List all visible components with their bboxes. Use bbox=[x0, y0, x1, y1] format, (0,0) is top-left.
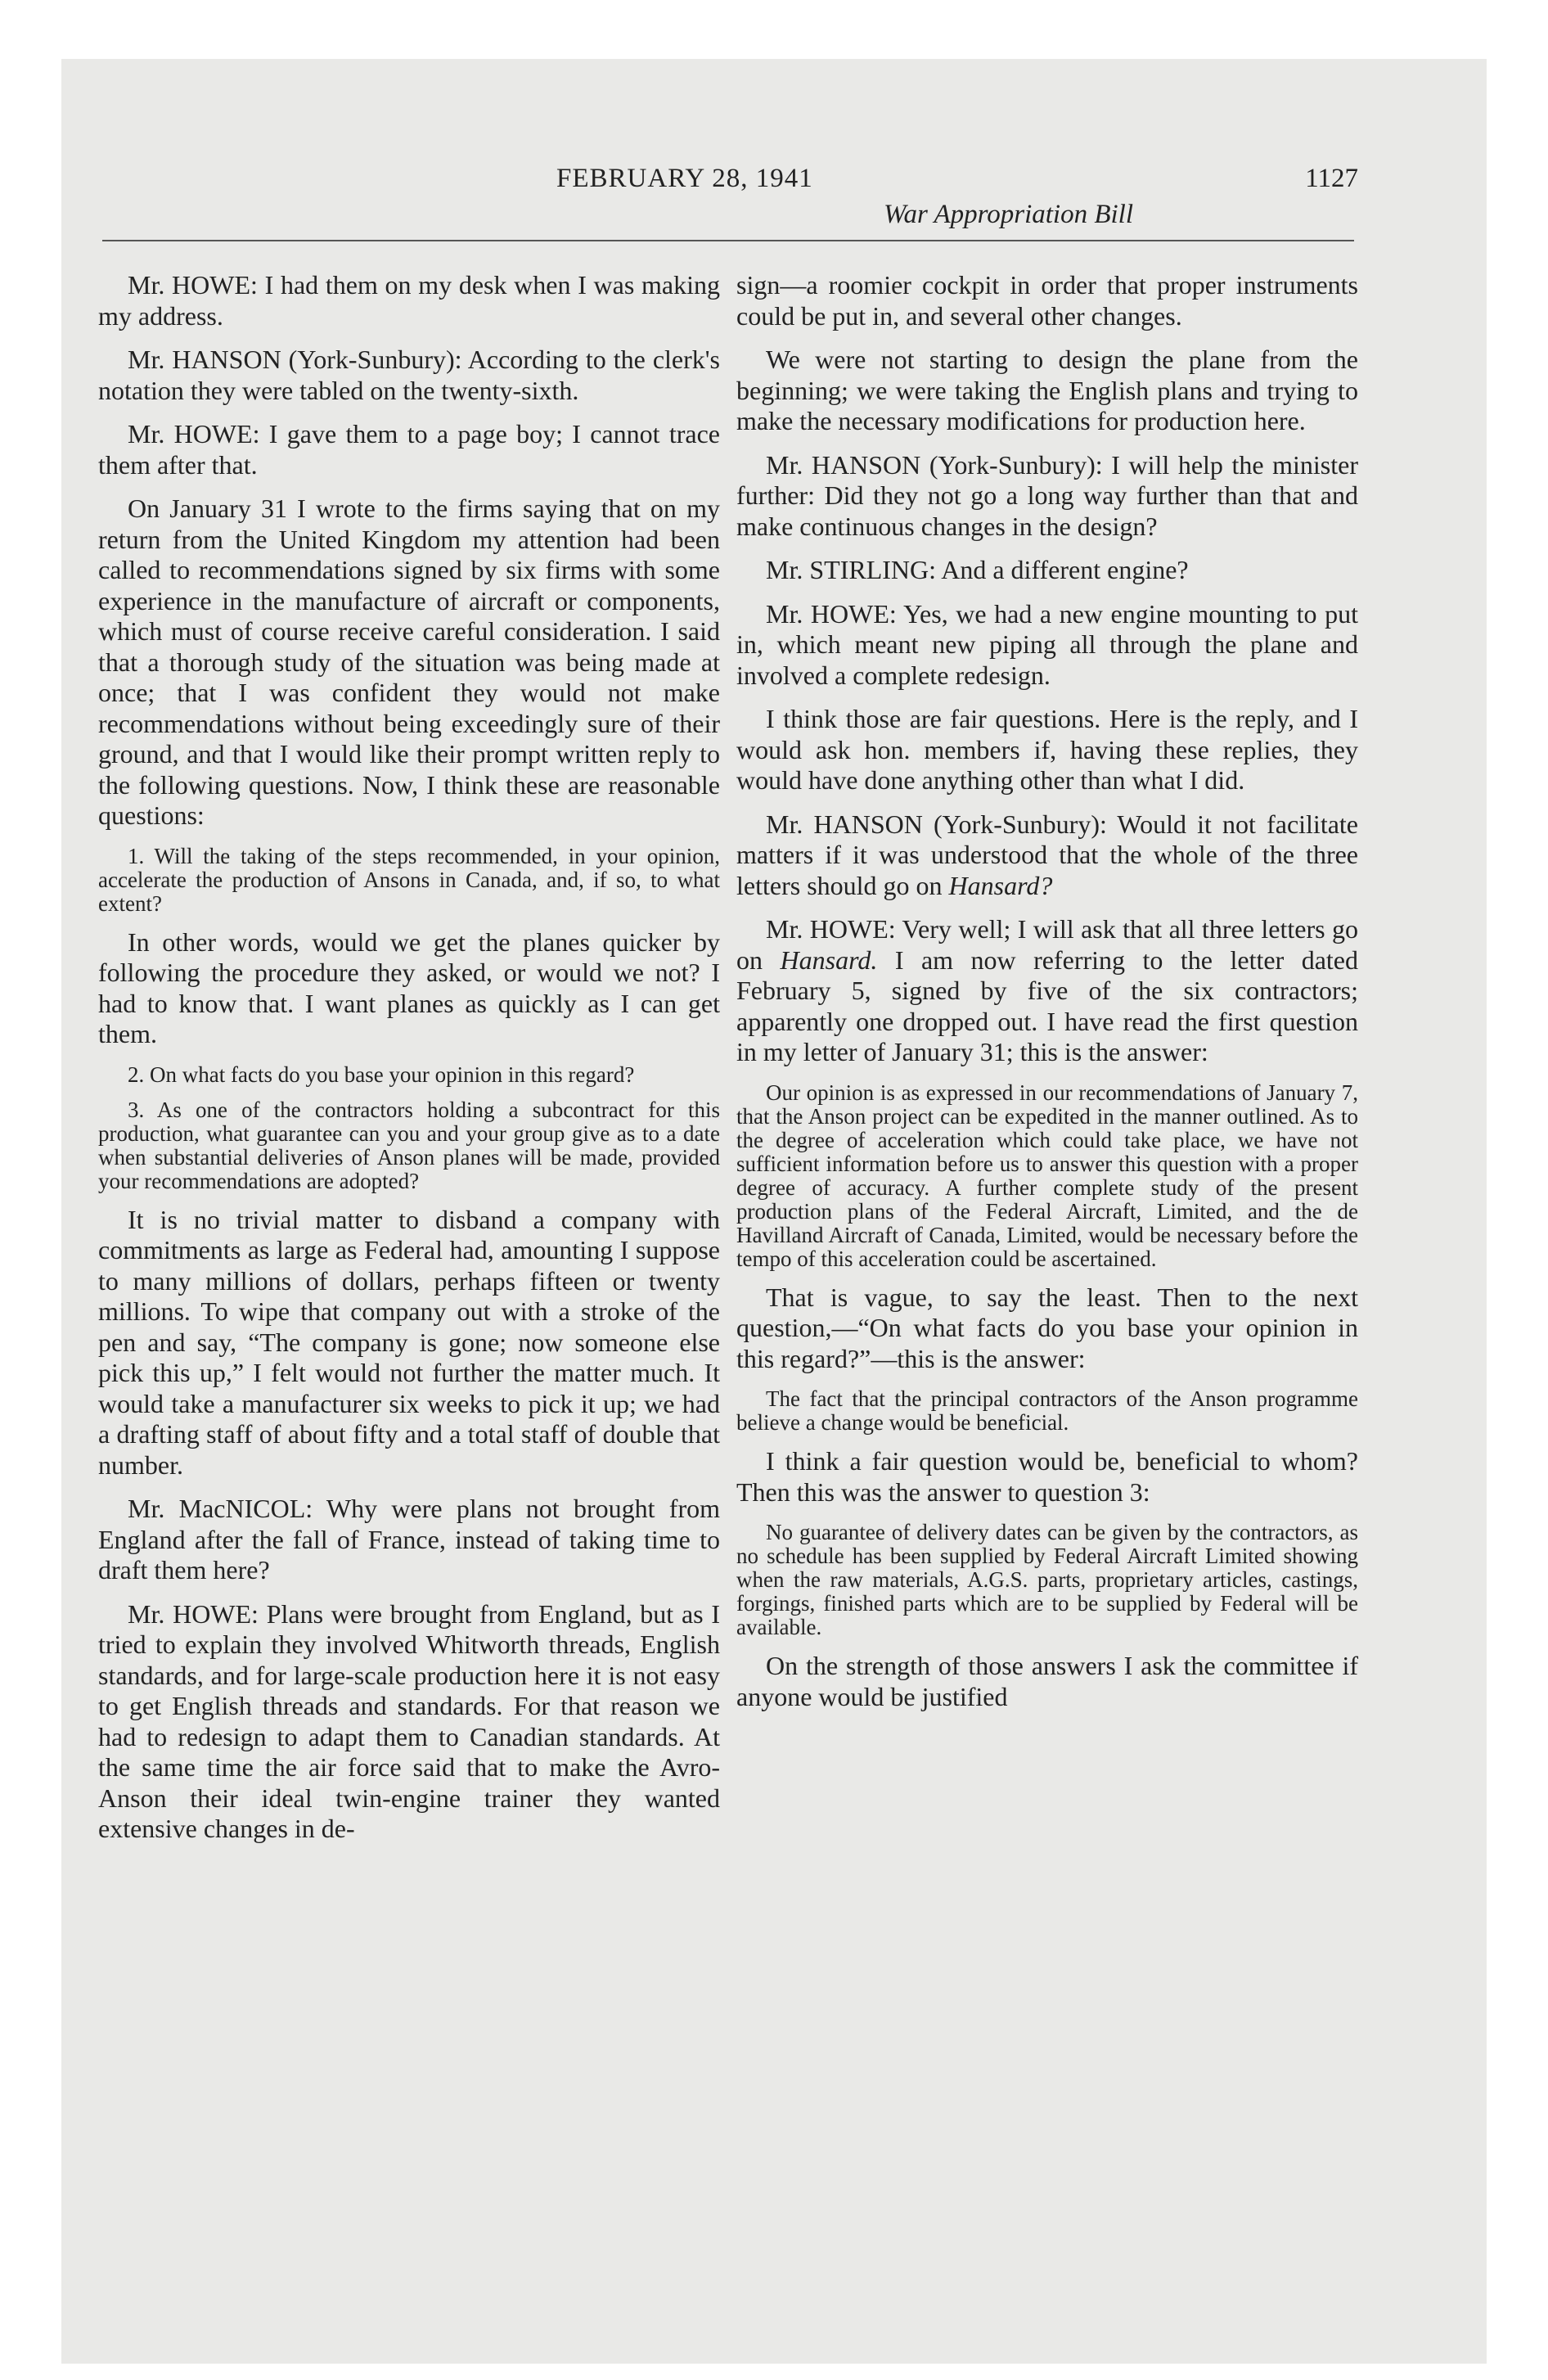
paragraph: I think a fair question would be, beneficial to whom? Then this was the answer to question 3: bbox=[736, 1446, 1358, 1507]
right-column bbox=[736, 270, 1358, 1858]
header-date: FEBRUARY 28, 1941 bbox=[556, 164, 813, 193]
paragraph: Mr. MacNICOL: Why were plans not brought from England after the fall of France, instead of taking time to draft them here? bbox=[98, 1494, 720, 1584]
page-number: 1127 bbox=[1305, 164, 1358, 193]
hansard-italic: Hansard? bbox=[948, 870, 1053, 900]
paragraph: That is vague, to say the least. Then to the next question,—“On what facts do you base your opinion in this regard?”—this is the answer: bbox=[736, 1282, 1358, 1373]
quoted-answer: Our opinion is as expressed in our recommendations of January 7, that the Anson project can be expedited in the manner outlined. As to the degree of acceleration which could take place, we have not sufficient information before us to answer this question with a proper degree of accuracy. A further complete study of the present production plans of the Federal Aircraft, Limited, and the de Havilland Aircraft of Canada, Limited, would be necessary before the tempo of this acceleration could be ascertained. bbox=[736, 1080, 1358, 1271]
quoted-question: 1. Will the taking of the steps recommended, in your opinion, accelerate the production of Ansons in Canada, and, if so, to what extent? bbox=[98, 843, 720, 916]
paragraph: Mr. HANSON (York-Sunbury): I will help the minister further: Did they not go a long way further than that and make continuous changes in the design? bbox=[736, 449, 1358, 541]
paragraph: In other words, would we get the planes quicker by following the procedure they asked, or would we not? I had to know that. I want planes as quickly as I can get them. bbox=[98, 926, 720, 1048]
quoted-question: 3. As one of the contractors holding a subcontract for this production, what guarantee can you and your group give as to a date when substantial deliveries of Anson planes will be made, provided your recommendations are adopted? bbox=[98, 1097, 720, 1193]
paragraph: sign—a roomier cockpit in order that proper instruments could be put in, and several other changes. bbox=[736, 270, 1358, 331]
paragraph bbox=[736, 809, 1358, 902]
paragraph: Mr. HOWE: Yes, we had a new engine mounting to put in, which meant new piping all through the plane and involved a complete redesign. bbox=[736, 598, 1358, 690]
paragraph: It is no trivial matter to disband a company with commitments as large as Federal had, amounting I suppose to many millions of dollars, perhaps fifteen or twenty millions. To wipe that company out with a stroke of the pen and say, “The company is gone; now someone else pick this up,” I felt would not further the matter much. It would take a manufacturer six weeks to pick it up; we had a drafting staff of about fifty and a total staff of double that number. bbox=[98, 1204, 720, 1480]
quoted-answer: The fact that the principal contractors of the Anson programme believe a change would be beneficial. bbox=[736, 1386, 1358, 1435]
paragraph: Mr. HOWE: I gave them to a page boy; I cannot trace them after that. bbox=[98, 419, 720, 480]
paragraph-text: Mr. HANSON (York-Sunbury): Would it not facilitate matters if it was understood that the whole of the three letters should go on bbox=[736, 809, 1358, 900]
page-header bbox=[98, 164, 1358, 254]
quoted-answer: No guarantee of delivery dates can be given by the contractors, as no schedule has been supplied by Federal Aircraft Limited showing when the raw materials, A.G.S. parts, proprietary articles, castings, forgings, finished parts which are to be supplied by Federal will be available. bbox=[736, 1520, 1358, 1639]
paragraph: We were not starting to design the plane from the beginning; we were taking the English plans and trying to make the necessary modifications for production here. bbox=[736, 345, 1358, 435]
hansard-italic: Hansard. bbox=[780, 944, 878, 975]
paragraph: Mr. STIRLING: And a different engine? bbox=[766, 555, 1189, 584]
paragraph: On the strength of those answers I ask the committee if anyone would be justified bbox=[736, 1651, 1358, 1711]
paragraph bbox=[736, 914, 1358, 1068]
paragraph: Mr. HANSON (York-Sunbury): According to the clerk's notation they were tabled on the twenty-sixth. bbox=[98, 345, 720, 405]
paragraph-text: Mr. HOWE: Very well; I will ask that all three letters go on bbox=[736, 914, 1358, 975]
paragraph: Mr. HOWE: Plans were brought from England, but as I tried to explain they involved Whitworth threads, English standards, and for large-scale production here it is not easy to get English threads and standards. For that reason we had to redesign to adapt them to Canadian standards. At the same time the air force said that to make the Avro-Anson their ideal twin-engine trainer they wanted extensive changes in de- bbox=[98, 1598, 720, 1843]
header-rule bbox=[102, 240, 1354, 241]
paragraph-text: I am now referring to the letter dated February 5, signed by five of the six contractors; apparently one dropped out. I have read the first question in my letter of January 31; this is the answer: bbox=[736, 944, 1359, 1066]
two-column-body bbox=[98, 270, 1358, 1858]
running-title: War Appropriation Bill bbox=[884, 200, 1133, 229]
quoted-question: 2. On what facts do you base your opinion in this regard? bbox=[128, 1062, 635, 1087]
paragraph: I think those are fair questions. Here is the reply, and I would ask hon. members if, having these replies, they would have done anything other than what I did. bbox=[736, 704, 1358, 795]
hansard-page bbox=[98, 164, 1358, 1858]
paragraph: On January 31 I wrote to the firms saying that on my return from the United Kingdom my attention had been called to recommendations signed by six firms with some experience in the manufacture of aircraft or components, which must of course receive careful consideration. I said that a thorough study of the situation was being made at once; that I was confident they would not make recommendations without being exceedingly sure of their ground, and that I would like their prompt written reply to the following questions. Now, I think these are reasonable questions: bbox=[98, 494, 720, 830]
paragraph: Mr. HOWE: I had them on my desk when I was making my address. bbox=[98, 270, 720, 331]
left-column bbox=[98, 270, 720, 1858]
